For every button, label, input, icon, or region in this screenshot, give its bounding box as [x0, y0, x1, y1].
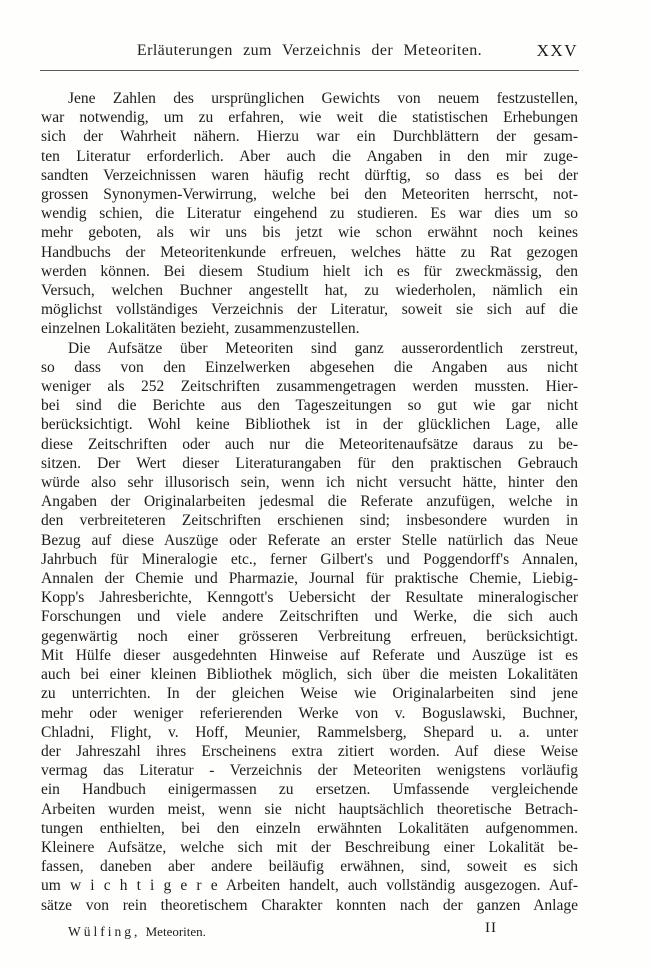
- text-line: Die Aufsätze über Meteoriten sind ganz ausserordentlich zerstreut,: [68, 339, 578, 357]
- text-line: vermag das Literatur - Verzeichnis der Meteoriten wenigstens vorläufig: [41, 762, 578, 780]
- printer-signature: [68, 924, 206, 940]
- text-line: war notwendig, um zu erfahren, wie weit die statistischen Erhebungen: [41, 109, 578, 127]
- running-head-title: Erläuterungen zum Verzeichnis der Meteoriten.: [136, 42, 483, 59]
- text-line: werden können. Bei diesem Studium hielt ich es für zweckmässig, den: [41, 262, 578, 280]
- text-line: auch bei einer kleinen Bibliothek möglich, sich über die meisten Lokalitäten: [41, 666, 578, 684]
- text-line: Mit Hülfe dieser ausgedehnten Hinweise auf Referate und Auszüge ist es: [41, 646, 578, 664]
- text-line: um w i c h t i g e r e Arbeiten handelt, auch vollständig ausgezogen. Auf-: [41, 877, 578, 895]
- text-line: weniger als 252 Zeitschriften zusammengetragen werden mussten. Hier-: [41, 378, 578, 396]
- text-line: Forschungen und viele andere Zeitschriften und Werke, die sich auch: [41, 608, 578, 626]
- text-line: mehr oder weniger referierenden Werke von v. Boguslawski, Buchner,: [41, 704, 578, 722]
- text-line: Annalen der Chemie und Pharmazie, Journal für praktische Chemie, Liebig-: [41, 570, 578, 588]
- text-line: grossen Synonymen-Verwirrung, welche bei den Meteoriten herrscht, not-: [41, 186, 578, 204]
- text-line: sitzen. Der Wert dieser Literaturangaben für den praktischen Gebrauch: [41, 454, 578, 472]
- text-line: wendig schien, die Literatur eingehend zu studieren. Es war dies um so: [41, 205, 578, 223]
- text-line: berücksichtigt. Wohl keine Bibliothek ist in der glücklichen Lage, alle: [41, 416, 578, 434]
- page-footer: [41, 921, 578, 941]
- text-line: einzelnen Lokalitäten bezieht, zusammenzustellen.: [41, 320, 360, 338]
- text-line: sandten Verzeichnissen waren häufig recht dürftig, so dass es bei der: [41, 166, 578, 184]
- text-line: mehr geboten, als wir uns bis jetzt wie schon erwähnt noch keines: [41, 224, 578, 242]
- text-line: sich der Wahrheit nähern. Hierzu war ein Durchblättern der gesam-: [41, 128, 578, 146]
- text-line: diese Zeitschriften oder auch nur die Meteoritenaufsätze daraus zu be-: [41, 435, 578, 453]
- text-line: tungen enthielten, bei den einzeln erwähnten Lokalitäten aufgenommen.: [41, 819, 578, 837]
- text-line: ein Handbuch einigermassen zu ersetzen. Umfassende vergleichende: [41, 781, 578, 799]
- signature-author: Wülfing,: [68, 924, 141, 939]
- text-line: ten Literatur erforderlich. Aber auch die Angaben in den mir zuge-: [41, 147, 578, 165]
- signature-work: Meteoriten.: [145, 924, 206, 939]
- text-line: Arbeiten wurden meist, wenn sie nicht hauptsächlich theoretische Betrach-: [41, 800, 578, 818]
- text-line: Versuch, welchen Buchner angestellt hat, zu wiederholen, nämlich ein: [41, 282, 578, 300]
- text-line: Handbuchs der Meteoritenkunde erfreuen, welches hätte zu Rat gezogen: [41, 243, 578, 261]
- text-line: der Jahreszahl ihres Erscheinens extra zitiert worden. Auf diese Weise: [41, 742, 578, 760]
- text-line: Kopp's Jahresberichte, Kenngott's Uebersicht der Resultate mineralogischer: [41, 589, 578, 607]
- text-line: Jene Zahlen des ursprünglichen Gewichts von neuem festzustellen,: [68, 90, 578, 107]
- text-line: Jahrbuch für Mineralogie etc., ferner Gilbert's und Poggendorff's Annalen,: [41, 550, 578, 568]
- text-line: bei sind die Berichte aus den Tageszeitungen so gut wie gar nicht: [41, 397, 578, 415]
- text-line: gegenwärtig noch einer grösseren Verbreitung erfreuen, berücksichtigt.: [41, 627, 578, 645]
- paragraph-2: [41, 339, 578, 915]
- text-line: zu unterrichten. In der gleichen Weise wie Originalarbeiten sind jene: [41, 685, 578, 703]
- paragraph-1: [41, 89, 578, 339]
- text-line: möglichst vollständiges Verzeichnis der Literatur, soweit sie sich auf die: [41, 301, 578, 319]
- sheet-signature: II: [485, 920, 497, 936]
- text-line: würde also sehr illusorisch sein, wenn ich nicht versucht hätte, hinter den: [41, 474, 578, 492]
- running-header: [41, 42, 578, 64]
- text-line: Chladni, Flight, v. Hoff, Meunier, Rammelsberg, Shepard u. a. unter: [41, 723, 578, 741]
- header-rule: [40, 70, 579, 71]
- page-text: [41, 89, 578, 915]
- text-line: Bezug auf diese Auszüge oder Referate an erster Stelle natürlich das Neue: [41, 531, 578, 549]
- text-line: so dass von den Einzelwerken abgesehen die Angaben aus nicht: [41, 358, 578, 376]
- text-line: Angaben der Originalarbeiten jedesmal die Referate anzufügen, welche in: [41, 493, 578, 511]
- text-line: sätze von rein theoretischem Charakter konnten nach der ganzen Anlage: [41, 896, 578, 914]
- text-line: den verbreiteteren Zeitschriften erschienen sind; insbesondere wurden in: [41, 512, 578, 530]
- text-line: Kleinere Aufsätze, welche sich mit der Beschreibung einer Lokalität be-: [41, 838, 578, 856]
- text-line: fassen, daneben aber andere beiläufig erwähnen, sind, soweit es sich: [41, 858, 578, 876]
- page-number: XXV: [536, 41, 578, 60]
